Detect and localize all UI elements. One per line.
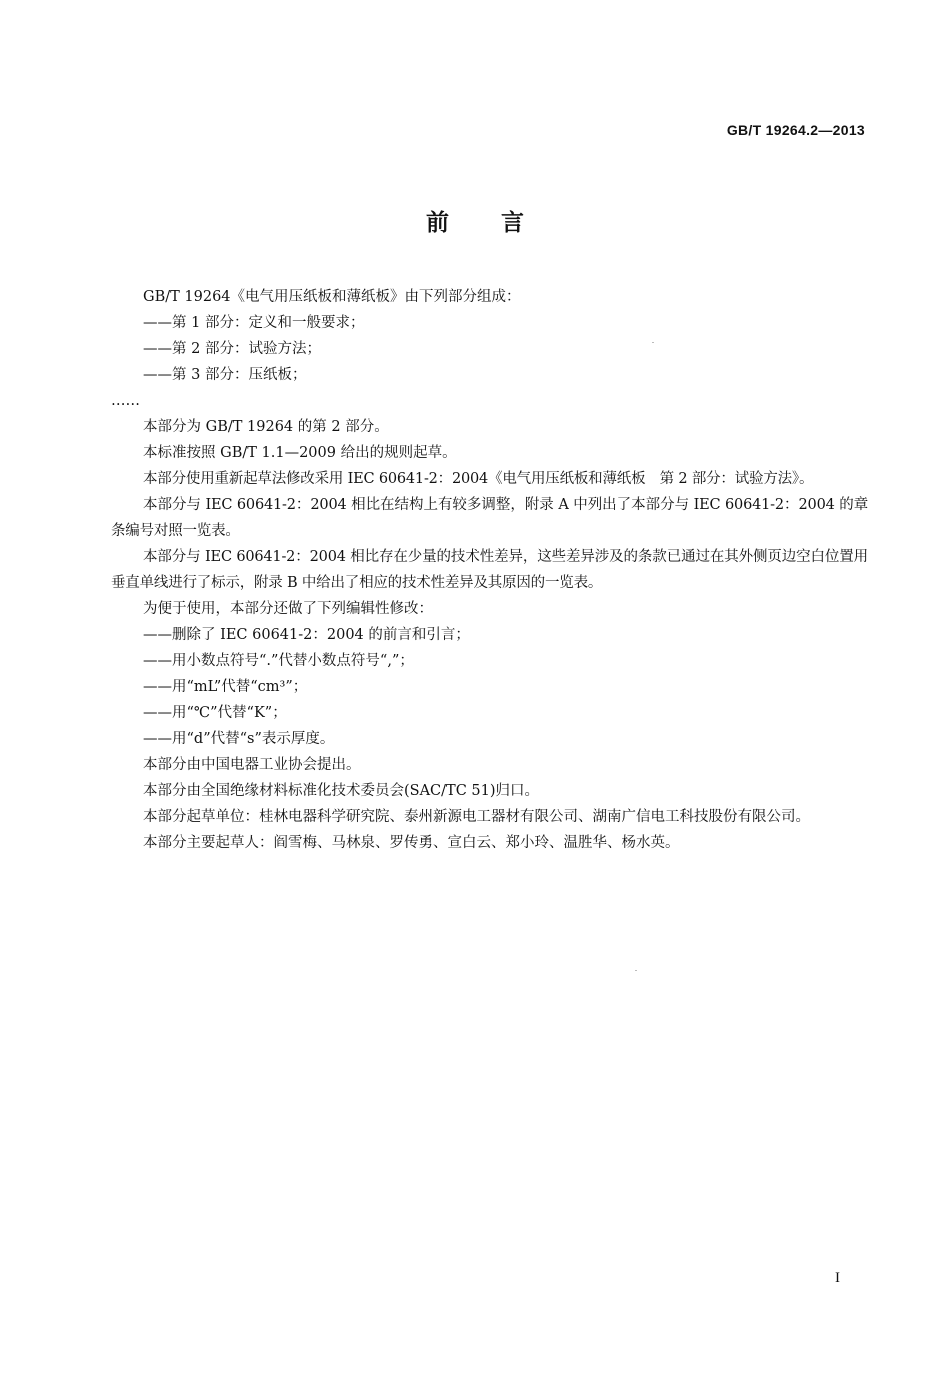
- page-number: I: [835, 1270, 840, 1286]
- paragraph-drafters: 本部分主要起草人：阎雪梅、马林泉、罗传勇、宣白云、郑小玲、温胜华、杨水英。: [143, 835, 680, 851]
- paragraph-drafting-rules: 本标准按照 GB/T 1.1—2009 给出的规则起草。: [143, 445, 457, 461]
- scan-speck: [635, 970, 637, 971]
- standard-number: GB/T 19264.2—2013: [726, 122, 865, 138]
- foreword-body: [111, 284, 868, 856]
- list-item-part-3: ——第 3 部分：压纸板；: [143, 367, 307, 383]
- scan-speck: [652, 342, 654, 343]
- list-item-part-2: ——第 2 部分：试验方法；: [143, 341, 321, 357]
- page-title: 前言: [426, 210, 576, 236]
- list-item-edit-3: ——用“mL”代替“cm³”；: [143, 679, 308, 695]
- list-item-part-1: ——第 1 部分：定义和一般要求；: [143, 315, 365, 331]
- paragraph-composition: GB/T 19264《电气用压纸板和薄纸板》由下列部分组成：: [143, 289, 521, 305]
- paragraph-part-scope: 本部分为 GB/T 19264 的第 2 部分。: [143, 419, 389, 435]
- paragraph-drafting-units: 本部分起草单位：桂林电器科学研究院、泰州新源电工器材有限公司、湖南广信电工科技股份有限公司。: [143, 809, 810, 825]
- paragraph-proposed-by: 本部分由中国电器工业协会提出。: [143, 757, 361, 773]
- list-item-edit-2: ——用小数点符号“.”代替小数点符号“,”；: [143, 653, 414, 669]
- list-ellipsis: ……: [111, 393, 140, 409]
- paragraph-centralized-by: 本部分由全国绝缘材料标准化技术委员会(SAC/TC 51)归口。: [143, 783, 540, 799]
- list-item-edit-4: ——用“℃”代替“K”；: [143, 705, 287, 721]
- paragraph-technical-differences: 本部分与 IEC 60641-2：2004 相比存在少量的技术性差异，这些差异涉及的条款已通过在其外侧页边空白位置用垂直单线进行了标示，附录 B 中给出了相应的技术性差异及其原因的一览表。: [111, 549, 868, 591]
- paragraph-adoption: 本部分使用重新起草法修改采用 IEC 60641-2：2004《电气用压纸板和薄纸板 第 2 部分：试验方法》。: [143, 471, 814, 487]
- list-item-edit-5: ——用“d”代替“s”表示厚度。: [143, 731, 335, 747]
- list-item-edit-1: ——删除了 IEC 60641-2：2004 的前言和引言；: [143, 627, 470, 643]
- paragraph-editorial-intro: 为便于使用，本部分还做了下列编辑性修改：: [143, 601, 433, 617]
- paragraph-structure-changes: 本部分与 IEC 60641-2：2004 相比在结构上有较多调整，附录 A 中列出了本部分与 IEC 60641-2：2004 的章条编号对照一览表。: [111, 497, 868, 539]
